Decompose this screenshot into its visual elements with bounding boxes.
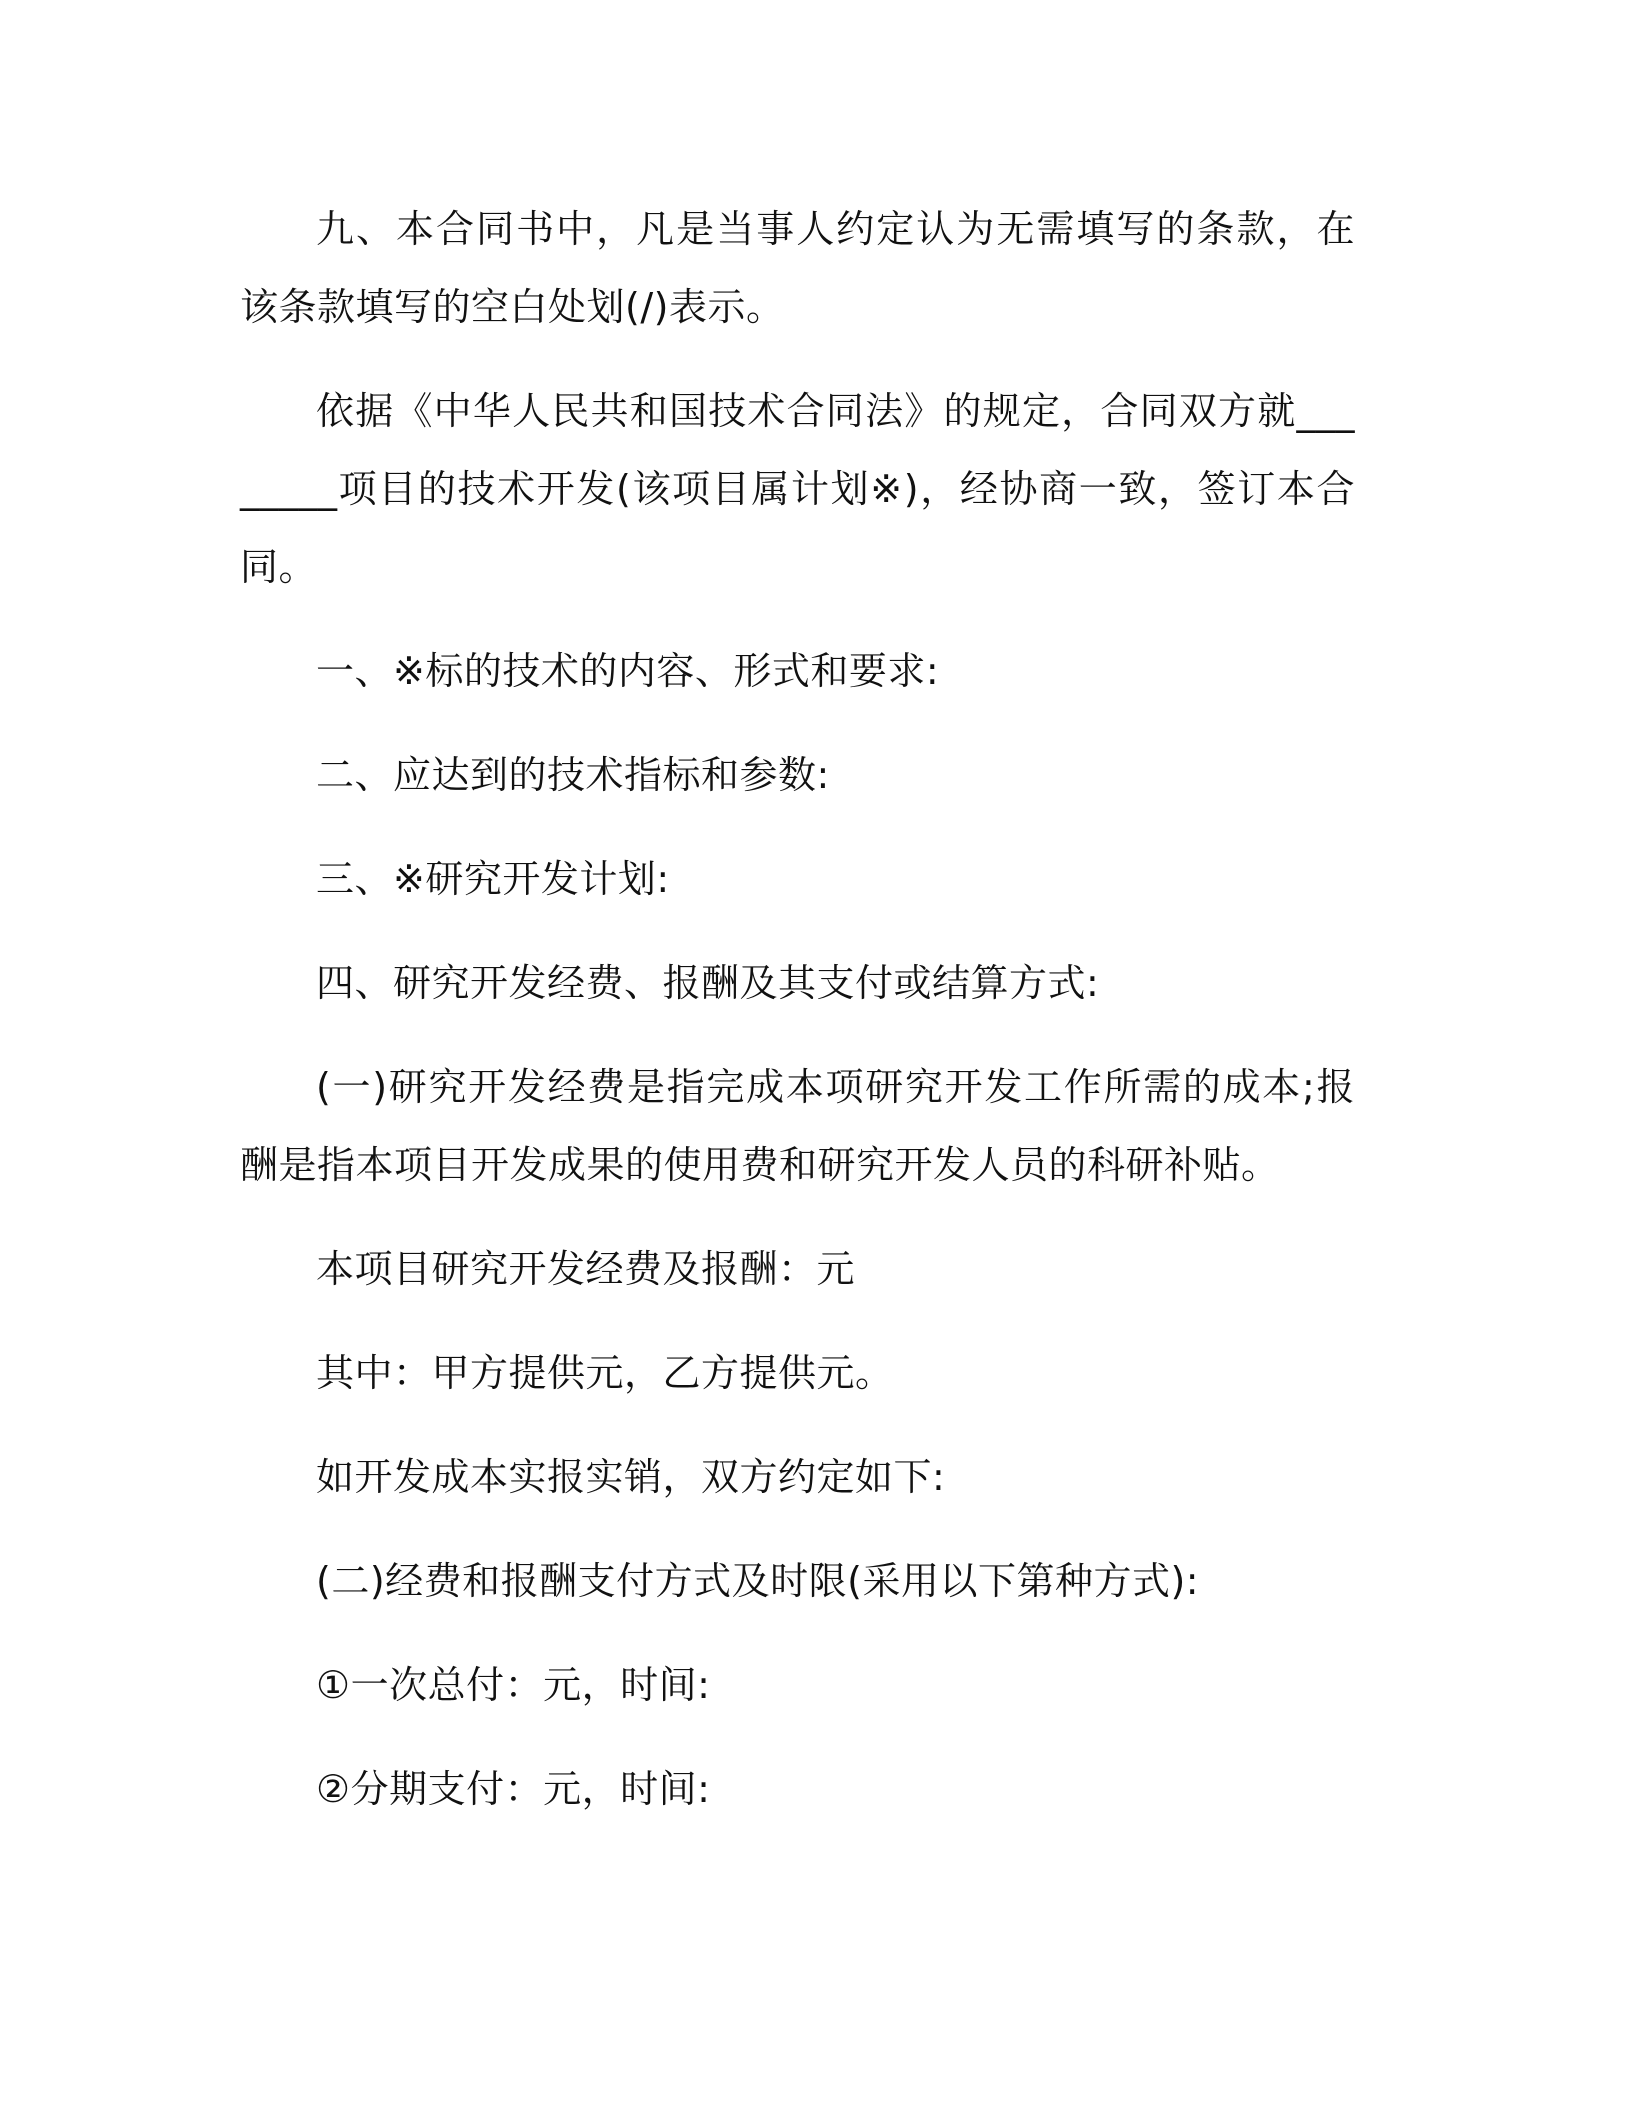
section-three-heading: 三、※研究开发计划:: [316, 857, 670, 901]
clause-nine-paragraph: 九、本合同书中，凡是当事人约定认为无需填写的条款，在该条款填写的空白处划(/)表示。: [240, 207, 1355, 329]
section-two-heading: 二、应达到的技术指标和参数:: [316, 753, 830, 797]
subsection-two-paragraph: (二)经费和报酬支付方式及时限(采用以下第种方式):: [316, 1559, 1200, 1603]
preamble-paragraph: 依据《中华人民共和国技术合同法》的规定，合同双方就________项目的技术开发(该项目属计划※)，经协商一致，签订本合同。: [240, 389, 1355, 589]
funding-total-line: 本项目研究开发经费及报酬：元: [316, 1247, 856, 1291]
document-page: [240, 190, 1355, 1854]
section-four-heading: 四、研究开发经费、报酬及其支付或结算方式:: [316, 961, 1100, 1005]
section-one-heading: 一、※标的技术的内容、形式和要求:: [316, 649, 940, 693]
installment-line: ②分期支付：元，时间:: [316, 1767, 711, 1811]
funding-split-line: 其中：甲方提供元，乙方提供元。: [316, 1351, 894, 1395]
actual-cost-line: 如开发成本实报实销，双方约定如下:: [316, 1455, 946, 1499]
subsection-one-paragraph: (一)研究开发经费是指完成本项研究开发工作所需的成本;报酬是指本项目开发成果的使用费和研究开发人员的科研补贴。: [240, 1065, 1355, 1187]
lump-sum-line: ①一次总付：元，时间:: [316, 1663, 711, 1707]
